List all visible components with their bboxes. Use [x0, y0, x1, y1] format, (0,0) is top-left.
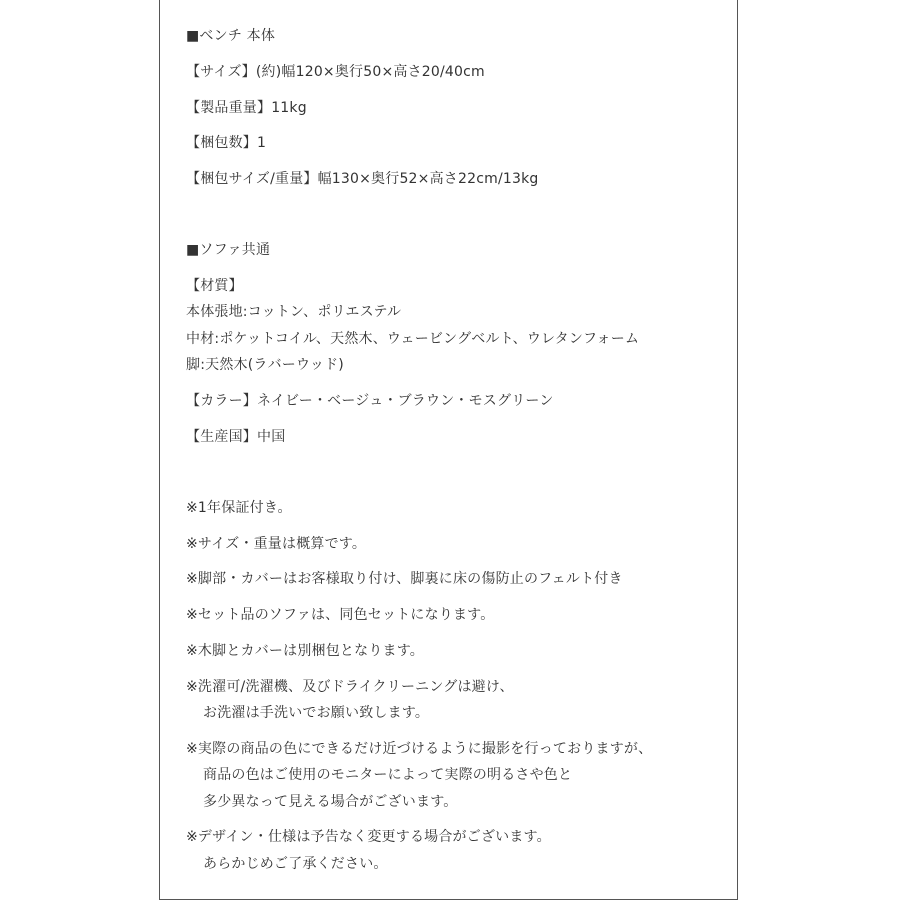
note-color-photo: ※実際の商品の色にできるだけ近づけるように撮影を行っておりますが、: [186, 741, 653, 757]
sofa-colors: 【カラー】ネイビー・ベージュ・ブラウン・モスグリーン: [186, 393, 554, 409]
bench-package-size: 【梱包サイズ/重量】幅130×奥行52×高さ22cm/13kg: [186, 171, 539, 187]
note-washing-cont: お洗濯は手洗いでお願い致します。: [203, 705, 430, 721]
sofa-material-title: 【材質】: [186, 278, 243, 294]
bench-size: 【サイズ】(約)幅120×奥行50×高さ20/40cm: [186, 64, 485, 80]
note-design-change: ※デザイン・仕様は予告なく変更する場合がございます。: [186, 829, 551, 845]
note-washing: ※洗濯可/洗濯機、及びドライクリーニングは避け、: [186, 679, 514, 695]
note-set-color: ※セット品のソファは、同色セットになります。: [186, 607, 495, 623]
sofa-material-upholstery: 本体張地:コットン、ポリエステル: [186, 304, 402, 320]
note-warranty: ※1年保証付き。: [186, 500, 292, 516]
note-approximate: ※サイズ・重量は概算です。: [186, 536, 367, 552]
bench-heading: ■ベンチ 本体: [186, 28, 276, 44]
note-separate-package: ※木脚とカバーは別梱包となります。: [186, 643, 425, 659]
sofa-material-filling: 中材:ポケットコイル、天然木、ウェービングベルト、ウレタンフォーム: [186, 331, 640, 347]
bench-weight: 【製品重量】11kg: [186, 100, 307, 116]
bench-packages: 【梱包数】1: [186, 135, 267, 151]
note-assembly: ※脚部・カバーはお客様取り付け、脚裏に床の傷防止のフェルト付き: [186, 571, 623, 587]
sofa-origin: 【生産国】中国: [186, 429, 286, 445]
sofa-material-legs: 脚:天然木(ラバーウッド): [186, 357, 344, 373]
note-design-change-cont: あらかじめご了承ください。: [203, 856, 388, 872]
sofa-heading: ■ソファ共通: [186, 242, 271, 258]
note-color-photo-cont2: 多少異なって見える場合がございます。: [203, 794, 458, 810]
note-color-photo-cont1: 商品の色はご使用のモニターによって実際の明るさや色と: [203, 767, 573, 783]
